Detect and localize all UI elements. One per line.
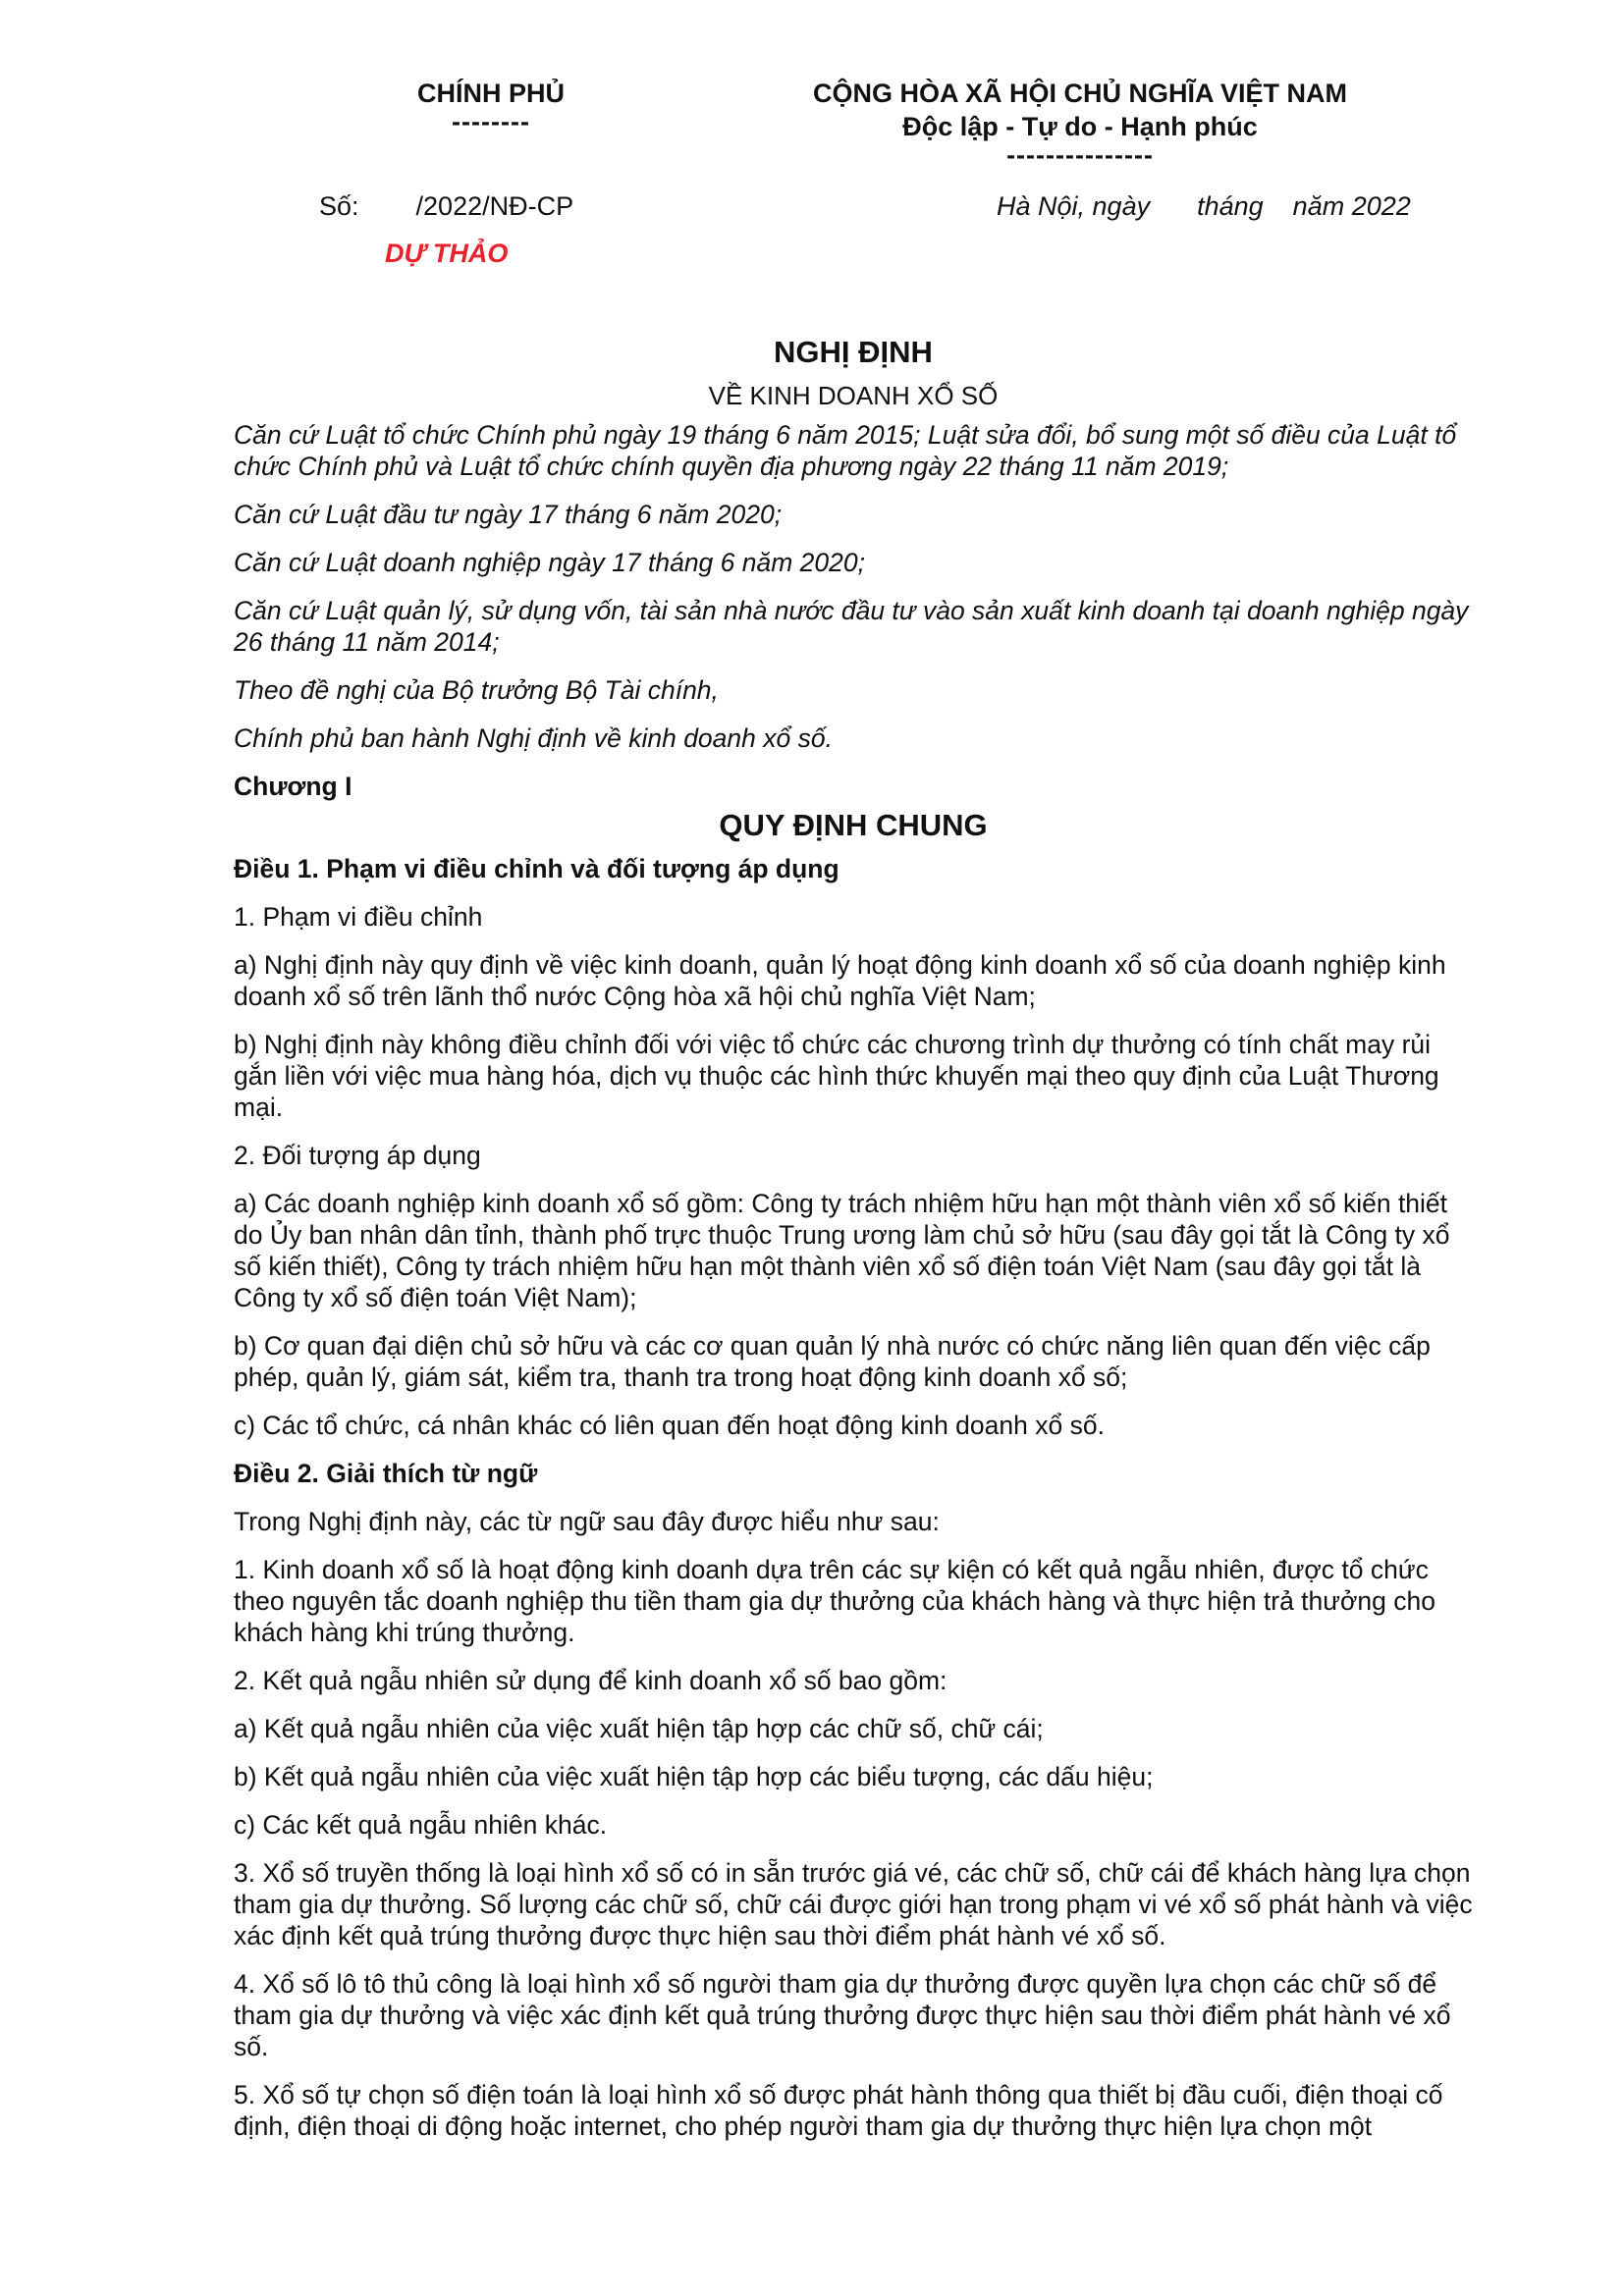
- document-subtitle: VỀ KINH DOANH XỔ SỐ: [708, 381, 999, 410]
- article-heading: Điều 1. Phạm vi điều chỉnh và đối tượng áp dụng: [234, 854, 839, 883]
- article-paragraph: 1. Kinh doanh xổ số là hoạt động kinh doanh dựa trên các sự kiện có kết quả ngẫu nhiên, được tổ chức theo nguyên tắc doanh nghiệp thu tiền tham gia dự thưởng của khách hàng và thực hiện trả thưởng cho khách hàng khi trúng thưởng.: [234, 1555, 1435, 1647]
- issuer-name: CHÍNH PHỦ: [416, 79, 565, 108]
- article-paragraph: 1. Phạm vi điều chỉnh: [234, 902, 483, 932]
- article-paragraph: 2. Đối tượng áp dụng: [234, 1141, 481, 1170]
- document-title: NGHỊ ĐỊNH: [774, 335, 933, 369]
- national-title-block: [746, 77, 1414, 170]
- preamble-paragraph: Căn cứ Luật tổ chức Chính phủ ngày 19 tháng 6 năm 2015; Luật sửa đổi, bổ sung một số điều của Luật tổ chức Chính phủ và Luật tổ chức chính quyền địa phương ngày 22 tháng 11 năm 2019;: [234, 420, 1457, 481]
- document-number-label: Số:: [319, 191, 359, 221]
- place-date-part-a: Hà Nội, ngày: [997, 191, 1151, 221]
- preamble-paragraph: Căn cứ Luật quản lý, sử dụng vốn, tài sản nhà nước đầu tư vào sản xuất kinh doanh tại doanh nghiệp ngày 26 tháng 11 năm 2014;: [234, 596, 1469, 657]
- preamble-paragraph: Căn cứ Luật đầu tư ngày 17 tháng 6 năm 2020;: [234, 500, 783, 529]
- place-and-date: [997, 189, 1411, 223]
- document-body: [234, 334, 1473, 2159]
- article-paragraph: Trong Nghị định này, các từ ngữ sau đây được hiểu như sau:: [234, 1507, 940, 1536]
- preamble-paragraph: Chính phủ ban hành Nghị định về kinh doanh xổ số.: [234, 723, 833, 753]
- article-paragraph: b) Kết quả ngẫu nhiên của việc xuất hiện tập hợp các biểu tượng, các dấu hiệu;: [234, 1762, 1154, 1791]
- article-paragraph: 4. Xổ số lô tô thủ công là loại hình xổ số người tham gia dự thưởng được quyền lựa chọn các chữ số để tham gia dự thưởng và việc xác định kết quả trúng thưởng được thực hiện sau thời điểm phát hành vé xổ số.: [234, 1969, 1451, 2061]
- draft-stamp: DỰ THẢO: [385, 239, 509, 268]
- place-date-part-c: năm 2022: [1292, 191, 1411, 221]
- national-title: CỘNG HÒA XÃ HỘI CHỦ NGHĨA VIỆT NAM: [812, 79, 1347, 108]
- issuer-rule: --------: [452, 107, 530, 136]
- national-motto: Độc lập - Tự do - Hạnh phúc: [902, 112, 1258, 141]
- preamble-paragraph: Căn cứ Luật doanh nghiệp ngày 17 tháng 6 năm 2020;: [234, 548, 865, 577]
- article-paragraph: a) Kết quả ngẫu nhiên của việc xuất hiện tập hợp các chữ số, chữ cái;: [234, 1714, 1044, 1743]
- issuer-block: [324, 77, 658, 136]
- article-paragraph: b) Nghị định này không điều chỉnh đối với việc tổ chức các chương trình dự thưởng có tính chất may rủi gắn liền với việc mua hàng hóa, dịch vụ thuộc các hình thức khuyến mại theo quy định của Luật Thương mại.: [234, 1030, 1439, 1122]
- article-paragraph: c) Các tổ chức, cá nhân khác có liên quan đến hoạt động kinh doanh xổ số.: [234, 1411, 1105, 1440]
- preamble-paragraph: Theo đề nghị của Bộ trưởng Bộ Tài chính,: [234, 675, 719, 705]
- document-number: [319, 189, 573, 223]
- article-paragraph: a) Nghị định này quy định về việc kinh doanh, quản lý hoạt động kinh doanh xổ số của doanh nghiệp kinh doanh xổ số trên lãnh thổ nước Cộng hòa xã hội chủ nghĩa Việt Nam;: [234, 950, 1446, 1011]
- article-paragraph: 5. Xổ số tự chọn số điện toán là loại hình xổ số được phát hành thông qua thiết bị đầu cuối, điện thoại cố định, điện thoại di động hoặc internet, cho phép người tham gia dự thưởng thực hiện lựa chọn một: [234, 2080, 1443, 2141]
- article-paragraph: c) Các kết quả ngẫu nhiên khác.: [234, 1810, 608, 1840]
- document-number-value: /2022/NĐ-CP: [415, 191, 574, 221]
- article-paragraph: b) Cơ quan đại diện chủ sở hữu và các cơ quan quản lý nhà nước có chức năng liên quan đến việc cấp phép, quản lý, giám sát, kiểm tra, thanh tra trong hoạt động kinh doanh xổ số;: [234, 1331, 1431, 1392]
- article-paragraph: 2. Kết quả ngẫu nhiên sử dụng để kinh doanh xổ số bao gồm:: [234, 1666, 947, 1695]
- chapter-label: Chương I: [234, 772, 352, 801]
- article-paragraph: a) Các doanh nghiệp kinh doanh xổ số gồm: Công ty trách nhiệm hữu hạn một thành viên xổ số kiến thiết do Ủy ban nhân dân tỉnh, thành phố trực thuộc Trung ương làm chủ sở hữu (sau đây gọi tắt là Công ty xổ số kiến thiết), Công ty trách nhiệm hữu hạn một thành viên xổ số điện toán Việt Nam (sau đây gọi tắt là Công ty xổ số điện toán Việt Nam);: [234, 1189, 1450, 1312]
- motto-rule: ---------------: [1006, 140, 1154, 170]
- chapter-title: QUY ĐỊNH CHUNG: [719, 808, 988, 842]
- place-date-part-b: tháng: [1197, 191, 1264, 221]
- article-heading: Điều 2. Giải thích từ ngữ: [234, 1459, 538, 1488]
- article-paragraph: 3. Xổ số truyền thống là loại hình xổ số có in sẵn trước giá vé, các chữ số, chữ cái để khách hàng lựa chọn tham gia dự thưởng. Số lượng các chữ số, chữ cái được giới hạn trong phạm vi vé xổ số phát hành và việc xác định kết quả trúng thưởng được thực hiện sau thời điểm phát hành vé xổ số.: [234, 1858, 1473, 1950]
